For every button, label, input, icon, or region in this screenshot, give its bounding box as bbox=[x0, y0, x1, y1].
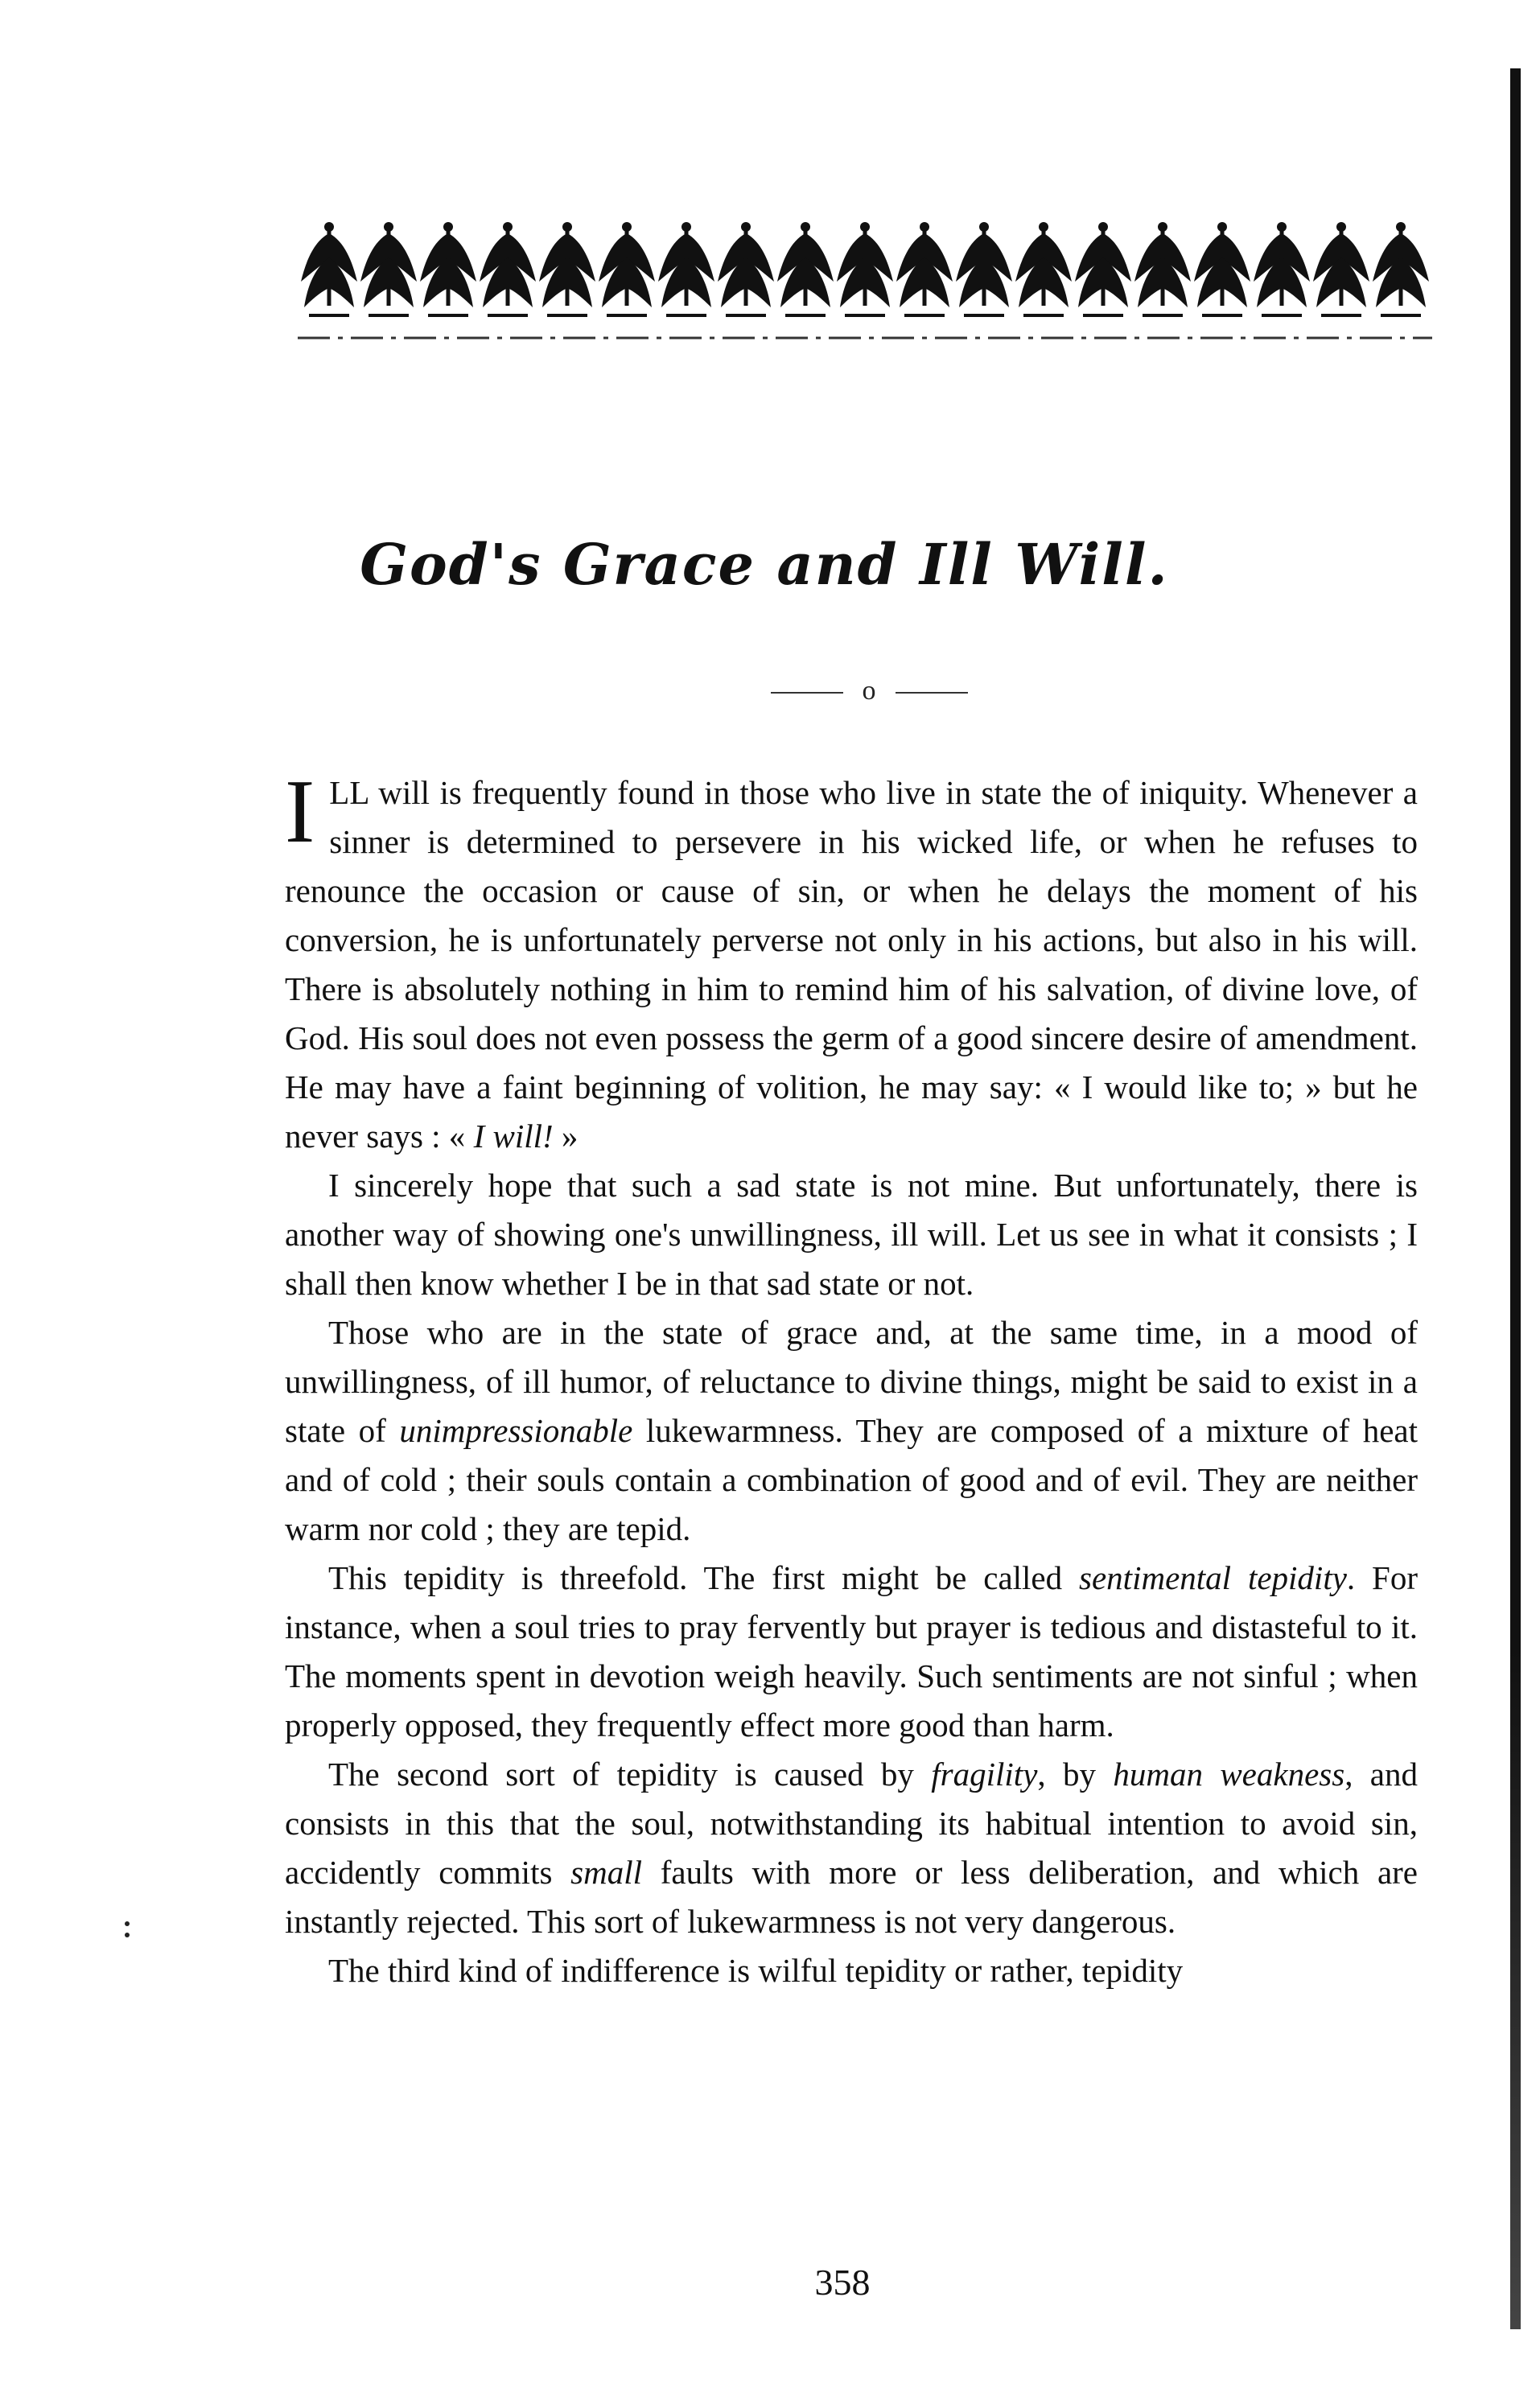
paragraph-5-text-b: , by bbox=[1037, 1756, 1114, 1793]
page-number: 358 bbox=[814, 2262, 871, 2303]
paragraph-1-end: » bbox=[553, 1118, 579, 1155]
paragraph-6: The third kind of indifference is wilful tepidity or rather, tepidity bbox=[328, 1952, 1184, 1989]
drop-cap: I bbox=[285, 762, 315, 862]
margin-speck-marks bbox=[125, 1921, 131, 1942]
paragraph-2: I sincerely hope that such a sad state is not mine. But unfortunately, there is another way of showing one's unwillingness, ill will. Let us see in what it consists ; I shall then know whether I be in that sad state or not. bbox=[285, 1167, 1418, 1302]
separator-rule-right bbox=[896, 692, 968, 694]
page-edge-shadow bbox=[1510, 68, 1521, 2329]
paragraph-3-text-b: lukewarmness. They are composed of a mixture of heat and of cold ; their souls contain a combination of good and of evil. They are neither warm nor cold ; they are tepid. bbox=[285, 1412, 1418, 1547]
paragraph-3-emphasis: unimpressionable bbox=[399, 1412, 633, 1449]
paragraph-5-emphasis-3: small bbox=[570, 1854, 643, 1891]
paragraph-5 bbox=[285, 1750, 1418, 1946]
page-title: God's Grace and Ill Will. bbox=[360, 531, 1169, 598]
paragraph-1-emphasis: I will! bbox=[473, 1118, 554, 1155]
paragraph-1-text: LL will is frequently found in those who live in state the of iniquity. Whenever a sinner is determined to persevere in his wicked life, or when he refuses to renounce the occasion or cause of sin, or when he delays the moment of his conversion, he is unfortunately perverse not only in his actions, but also in his will. There is absolutely nothing in him to remind him of his salvation, of divine love, of God. His soul does not even possess the germ of a good sincere desire of amendment. He may have a faint beginning of volition, he may say: « I would like to; » but he never says : « bbox=[285, 774, 1418, 1155]
paragraph-5-emphasis-1: fragility bbox=[931, 1756, 1038, 1793]
paragraph-1 bbox=[285, 762, 1418, 1161]
paragraph-3-text-a: Those who are in the state of grace and, at the same time, in a mood of unwillingness, of ill humor, of reluctance to divine things, might be said to exist in a state of bbox=[285, 1314, 1418, 1449]
title-separator bbox=[724, 676, 1014, 708]
paragraph-5-text-d: faults with more or less deliberation, and which are instantly rejected. This sort of lukewarmness is not very dangerous. bbox=[285, 1854, 1418, 1940]
paragraph-4-text-a: This tepidity is threefold. The first might be called bbox=[328, 1559, 1080, 1596]
decorative-fleuron-border bbox=[298, 217, 1432, 346]
fleuron-row-icon bbox=[298, 217, 1432, 346]
paragraph-4-emphasis: sentimental tepidity bbox=[1079, 1559, 1347, 1596]
separator-mark: o bbox=[862, 676, 876, 706]
paragraph-5-emphasis-2: human weakness bbox=[1113, 1756, 1345, 1793]
paragraph-4-text-b: . For instance, when a soul tries to pray fervently but prayer is tedious and distasteful to it. The moments spent in devotion weigh heavily. Such sentiments are not sinful ; when properly opposed, they frequently effect more good than harm. bbox=[285, 1559, 1418, 1744]
paragraph-5-text-a: The second sort of tepidity is caused by bbox=[328, 1756, 932, 1793]
paragraph-5-text-c: , and consists in this that the soul, notwithstanding its habitual intention to avoid sin, accidently commits bbox=[285, 1756, 1418, 1891]
separator-rule-left bbox=[771, 692, 843, 694]
paragraph-3 bbox=[285, 1308, 1418, 1554]
paragraph-4 bbox=[285, 1554, 1418, 1750]
body-text bbox=[285, 762, 1418, 1995]
